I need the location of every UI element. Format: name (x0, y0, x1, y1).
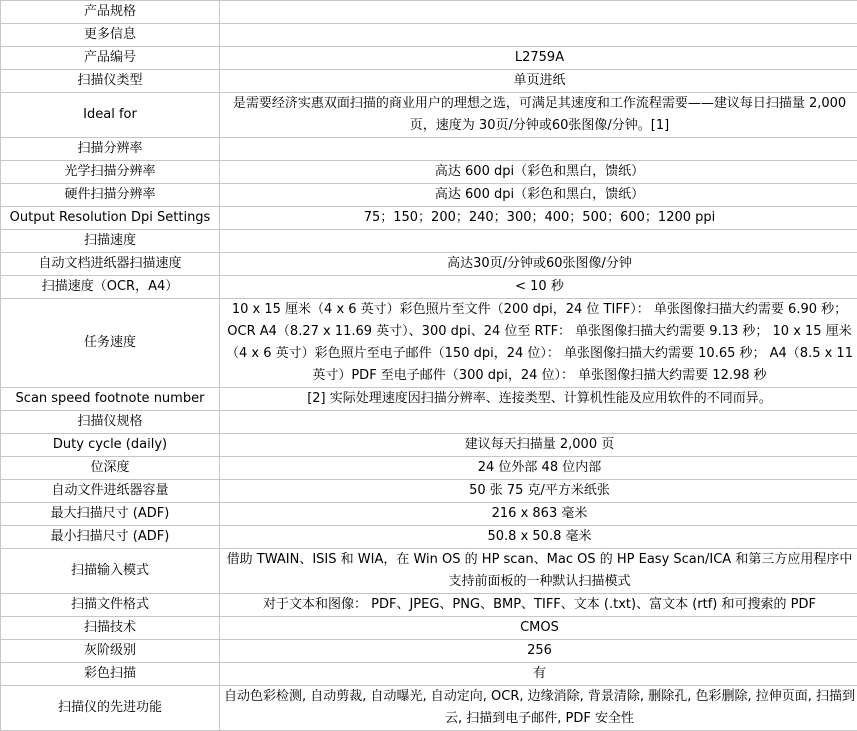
table-row (1, 230, 857, 253)
spec-label: 扫描仪的先进功能 (1, 686, 220, 731)
table-row (1, 640, 857, 663)
table-row (1, 549, 857, 594)
spec-value (220, 138, 857, 161)
spec-value (220, 230, 857, 253)
table-row (1, 93, 857, 138)
spec-value: 75；150；200；240；300；400；500；600；1200 ppi (220, 207, 857, 230)
spec-value: 是需要经济实惠双面扫描的商业用户的理想之选，可满足其速度和工作流程需要——建议每日扫描量 2,000 页，速度为 30页/分钟或60张图像/分钟。[1] (220, 93, 857, 138)
table-row (1, 207, 857, 230)
table-row (1, 299, 857, 388)
spec-label: Duty cycle (daily) (1, 434, 220, 457)
table-row (1, 617, 857, 640)
spec-label: 扫描输入模式 (1, 549, 220, 594)
spec-label: 光学扫描分辨率 (1, 161, 220, 184)
spec-value: 有 (220, 663, 857, 686)
spec-label: 扫描速度 (1, 230, 220, 253)
table-row (1, 24, 857, 47)
table-row (1, 161, 857, 184)
spec-value: 50 张 75 克/平方米纸张 (220, 480, 857, 503)
spec-label: 自动文件进纸器容量 (1, 480, 220, 503)
table-row (1, 184, 857, 207)
spec-label: Output Resolution Dpi Settings (1, 207, 220, 230)
spec-label: 扫描文件格式 (1, 594, 220, 617)
table-row (1, 663, 857, 686)
spec-value: 50.8 x 50.8 毫米 (220, 526, 857, 549)
spec-value: < 10 秒 (220, 276, 857, 299)
table-row (1, 70, 857, 93)
spec-label: 扫描仪规格 (1, 411, 220, 434)
table-row (1, 686, 857, 731)
spec-label: 灰阶级别 (1, 640, 220, 663)
spec-label: 位深度 (1, 457, 220, 480)
spec-label: 更多信息 (1, 24, 220, 47)
spec-label: 扫描仪类型 (1, 70, 220, 93)
spec-label: Scan speed footnote number (1, 388, 220, 411)
table-row (1, 253, 857, 276)
table-row (1, 457, 857, 480)
spec-label: 最小扫描尺寸 (ADF) (1, 526, 220, 549)
spec-label: Ideal for (1, 93, 220, 138)
table-row (1, 480, 857, 503)
spec-value: 单页进纸 (220, 70, 857, 93)
spec-label: 扫描技术 (1, 617, 220, 640)
spec-value: 建议每天扫描量 2,000 页 (220, 434, 857, 457)
spec-label: 任务速度 (1, 299, 220, 388)
spec-label: 扫描速度（OCR，A4） (1, 276, 220, 299)
spec-value: 高达 600 dpi（彩色和黑白，馈纸） (220, 184, 857, 207)
spec-value: 216 x 863 毫米 (220, 503, 857, 526)
table-row (1, 411, 857, 434)
table-row (1, 594, 857, 617)
spec-label: 产品规格 (1, 1, 220, 24)
table-row (1, 434, 857, 457)
table-row (1, 1, 857, 24)
spec-value (220, 24, 857, 47)
spec-value: 24 位外部 48 位内部 (220, 457, 857, 480)
spec-value: 高达 600 dpi（彩色和黑白，馈纸） (220, 161, 857, 184)
spec-value: CMOS (220, 617, 857, 640)
spec-value: L2759A (220, 47, 857, 70)
spec-value: 高达30页/分钟或60张图像/分钟 (220, 253, 857, 276)
spec-label: 自动文档进纸器扫描速度 (1, 253, 220, 276)
spec-label: 最大扫描尺寸 (ADF) (1, 503, 220, 526)
spec-value: 256 (220, 640, 857, 663)
spec-label: 彩色扫描 (1, 663, 220, 686)
spec-value: 借助 TWAIN、ISIS 和 WIA，在 Win OS 的 HP scan、Mac OS 的 HP Easy Scan/ICA 和第三方应用程序中支持前面板的一种默认扫描模式 (220, 549, 857, 594)
spec-value (220, 411, 857, 434)
spec-label: 硬件扫描分辨率 (1, 184, 220, 207)
table-row (1, 47, 857, 70)
table-row (1, 276, 857, 299)
spec-label: 产品编号 (1, 47, 220, 70)
table-row (1, 138, 857, 161)
spec-value: [2] 实际处理速度因扫描分辨率、连接类型、计算机性能及应用软件的不同而异。 (220, 388, 857, 411)
spec-value (220, 1, 857, 24)
spec-value: 自动色彩检测, 自动剪裁, 自动曝光, 自动定向, OCR, 边缘消除, 背景清除, 删除孔, 色彩删除, 拉伸页面, 扫描到云, 扫描到电子邮件, PDF 安全性 (220, 686, 857, 731)
spec-value: 10 x 15 厘米（4 x 6 英寸）彩色照片至文件（200 dpi，24 位 TIFF）： 单张图像扫描大约需要 6.90 秒； OCR A4（8.27 x 11.69 英寸）、300 dpi、24 位至 RTF： 单张图像扫描大约需要 9.13 秒； 10 x 15 厘米（4 x 6 英寸）彩色照片至电子邮件（150 dpi，24 位）： 单张图像扫描大约需要 10.65 秒； A4（8.5 x 11 英寸）PDF 至电子邮件（300 dpi，24 位）： 单张图像扫描大约需要 12.98 秒 (220, 299, 857, 388)
table-row (1, 526, 857, 549)
spec-value: 对于文本和图像： PDF、JPEG、PNG、BMP、TIFF、文本 (.txt)、富文本 (rtf) 和可搜索的 PDF (220, 594, 857, 617)
table-row (1, 503, 857, 526)
table-row (1, 388, 857, 411)
spec-label: 扫描分辨率 (1, 138, 220, 161)
